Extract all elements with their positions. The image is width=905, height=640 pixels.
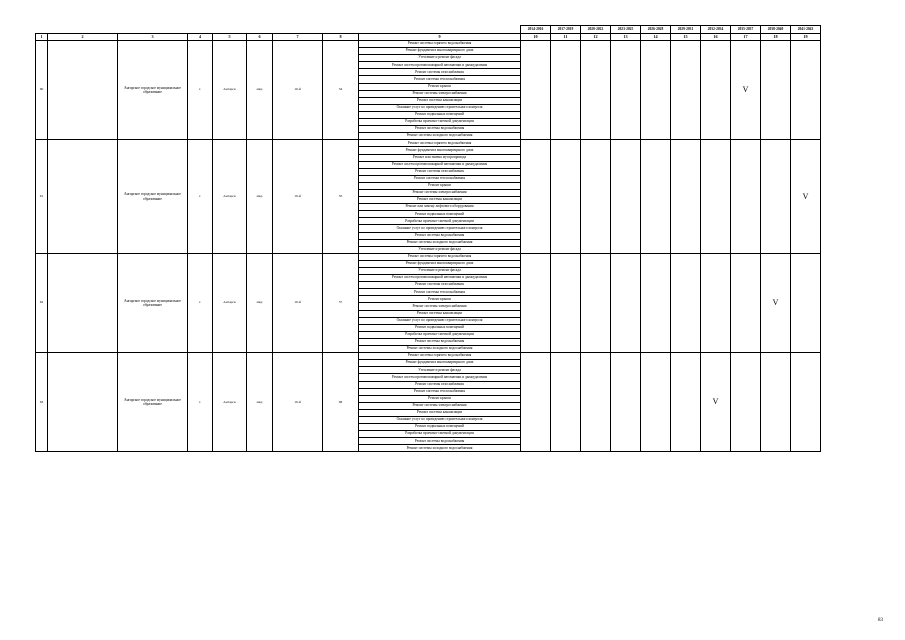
work-type: Ремонт системы горячего водоснабжения (359, 140, 521, 147)
work-type: Ремонт системы электроснабжения (359, 189, 521, 196)
work-type: Оказание услуг по проведению строительного контроля (359, 104, 521, 111)
work-type: Ремонт системы водоснабжения (359, 338, 521, 345)
period-header: 2020-2022 (581, 26, 611, 34)
period-cell (611, 353, 641, 452)
work-type: Ремонт подвальных помещений (359, 211, 521, 218)
column-number: 7 (273, 34, 323, 41)
period-header: 2023-2025 (611, 26, 641, 34)
work-type: Разработка проектно-сметной документации (359, 431, 521, 438)
work-type: Ремонт или замену лифтового оборудования (359, 204, 521, 211)
city: Ангарск (213, 41, 247, 140)
column-number: 4 (188, 34, 213, 41)
work-type: Оказание услуг по проведению строительного контроля (359, 225, 521, 232)
period-cell (731, 140, 761, 254)
street-type: мкр (247, 41, 273, 140)
work-type: Ремонт систем противопожарной автоматики и дымоудаления (359, 62, 521, 69)
work-type: Ремонт системы газоснабжения (359, 381, 521, 388)
period-cell (521, 253, 551, 352)
column-number: 12 (581, 34, 611, 41)
work-type: Ремонт систем противопожарной автоматики и дымоудаления (359, 275, 521, 282)
period-cell (521, 353, 551, 452)
period-cell (611, 253, 641, 352)
period-cell (791, 353, 821, 452)
street-type: мкр (247, 353, 273, 452)
work-type: Ремонт крыши (359, 296, 521, 303)
column-number: 2 (48, 34, 118, 41)
blank-cell (48, 253, 118, 352)
period-cell (701, 140, 731, 254)
period-cell (521, 41, 551, 140)
district: 10-й (273, 41, 323, 140)
period-cell (701, 41, 731, 140)
row-number: 62 (36, 253, 48, 352)
work-type: Ремонт фундамента многоквартирного дома (359, 147, 521, 154)
period-header: 2038-2040 (761, 26, 791, 34)
settlement-type: г. (188, 253, 213, 352)
row-number: 63 (36, 353, 48, 452)
work-type: Ремонт системы канализации (359, 310, 521, 317)
work-type: Ремонт системы горячего водоснабжения (359, 353, 521, 360)
work-type: Разработка проектно-сметной документации (359, 331, 521, 338)
period-cell (731, 253, 761, 352)
column-number: 8 (323, 34, 359, 41)
period-cell (551, 253, 581, 352)
period-cell (761, 140, 791, 254)
work-type: Ремонт систем противопожарной автоматики и дымоудаления (359, 374, 521, 381)
work-type: Утепление и ремонт фасада (359, 268, 521, 275)
column-number: 1 (36, 34, 48, 41)
work-type: Ремонт подвальных помещений (359, 111, 521, 118)
settlement-type: г. (188, 140, 213, 254)
column-number: 9 (359, 34, 521, 41)
period-cell (671, 140, 701, 254)
period-cell (641, 353, 671, 452)
municipality: Ангарское городское муниципальное образование (118, 253, 188, 352)
period-cell (581, 353, 611, 452)
work-type: Ремонт крыши (359, 83, 521, 90)
period-cell (611, 41, 641, 140)
house-number: 98 (323, 353, 359, 452)
district: 10-й (273, 353, 323, 452)
house-number: 34 (323, 41, 359, 140)
work-type: Ремонт крыши (359, 395, 521, 402)
work-type: Утепление и ремонт фасада (359, 367, 521, 374)
period-header: 2014-2016 (521, 26, 551, 34)
work-type: Утепление и ремонт фасада (359, 246, 521, 253)
work-type: Ремонт системы водоснабжения (359, 126, 521, 133)
table-row (36, 253, 821, 260)
work-type: Ремонт или замена мусоропровода (359, 154, 521, 161)
period-header: 2029-2031 (671, 26, 701, 34)
period-header-row (36, 26, 821, 34)
period-cell (581, 41, 611, 140)
period-mark: V (701, 353, 731, 452)
settlement-type: г. (188, 353, 213, 452)
column-number: 14 (641, 34, 671, 41)
period-header: 2017-2019 (551, 26, 581, 34)
period-header: 2026-2028 (641, 26, 671, 34)
district: 10-й (273, 140, 323, 254)
period-cell (611, 140, 641, 254)
period-cell (761, 353, 791, 452)
column-number: 19 (791, 34, 821, 41)
municipality: Ангарское городское муниципальное образование (118, 41, 188, 140)
period-cell (641, 41, 671, 140)
period-cell (641, 140, 671, 254)
period-cell (731, 353, 761, 452)
period-mark: V (761, 253, 791, 352)
work-type: Ремонт системы теплоснабжения (359, 76, 521, 83)
work-type: Оказание услуг по проведению строительного контроля (359, 416, 521, 423)
period-mark: V (731, 41, 761, 140)
period-cell (551, 140, 581, 254)
municipality: Ангарское городское муниципальное образование (118, 353, 188, 452)
municipality: Ангарское городское муниципальное образование (118, 140, 188, 254)
column-number: 16 (701, 34, 731, 41)
header-blank (36, 26, 521, 34)
house-number: 37 (323, 253, 359, 352)
work-type: Ремонт системы теплоснабжения (359, 289, 521, 296)
work-type: Ремонт системы газоснабжения (359, 69, 521, 76)
column-number: 13 (611, 34, 641, 41)
work-type: Ремонт системы холодного водоснабжения (359, 133, 521, 140)
column-number: 15 (671, 34, 701, 41)
period-cell (671, 253, 701, 352)
city: Ангарск (213, 253, 247, 352)
work-type: Ремонт системы горячего водоснабжения (359, 253, 521, 260)
capital-repair-table (35, 25, 821, 452)
table-row (36, 41, 821, 48)
period-cell (551, 41, 581, 140)
period-cell (791, 253, 821, 352)
period-cell (671, 353, 701, 452)
column-number: 6 (247, 34, 273, 41)
work-type: Ремонт фундамента многоквартирного дома (359, 360, 521, 367)
work-type: Разработка проектно-сметной документации (359, 218, 521, 225)
work-type: Ремонт системы канализации (359, 97, 521, 104)
work-type: Ремонт системы холодного водоснабжения (359, 346, 521, 353)
blank-cell (48, 353, 118, 452)
period-cell (761, 41, 791, 140)
period-cell (791, 41, 821, 140)
work-type: Оказание услуг по проведению строительного контроля (359, 317, 521, 324)
period-cell (581, 253, 611, 352)
period-mark: V (791, 140, 821, 254)
work-type: Ремонт фундамента многоквартирного дома (359, 260, 521, 267)
column-number: 3 (118, 34, 188, 41)
work-type: Утепление и ремонт фасада (359, 55, 521, 62)
city: Ангарск (213, 140, 247, 254)
work-type: Разработка проектно-сметной документации (359, 119, 521, 126)
work-type: Ремонт системы холодного водоснабжения (359, 239, 521, 246)
work-type: Ремонт систем противопожарной автоматики и дымоудаления (359, 161, 521, 168)
period-cell (581, 140, 611, 254)
column-number-row (36, 34, 821, 41)
settlement-type: г. (188, 41, 213, 140)
column-number: 17 (731, 34, 761, 41)
period-cell (641, 253, 671, 352)
street-type: мкр (247, 140, 273, 254)
street-type: мкр (247, 253, 273, 352)
period-cell (521, 140, 551, 254)
period-header: 2032-2034 (701, 26, 731, 34)
period-cell (551, 353, 581, 452)
work-type: Ремонт системы теплоснабжения (359, 175, 521, 182)
work-type: Ремонт системы горячего водоснабжения (359, 41, 521, 48)
row-number: 61 (36, 140, 48, 254)
city: Ангарск (213, 353, 247, 452)
work-type: Ремонт системы водоснабжения (359, 232, 521, 239)
work-type: Ремонт системы водоснабжения (359, 438, 521, 445)
work-type: Ремонт фундамента многоквартирного дома (359, 48, 521, 55)
row-number: 60 (36, 41, 48, 140)
work-type: Ремонт системы электроснабжения (359, 303, 521, 310)
work-type: Ремонт системы электроснабжения (359, 402, 521, 409)
house-number: 35 (323, 140, 359, 254)
blank-cell (48, 140, 118, 254)
period-header: 2035-2037 (731, 26, 761, 34)
work-type: Ремонт системы канализации (359, 197, 521, 204)
period-cell (701, 253, 731, 352)
column-number: 10 (521, 34, 551, 41)
work-type: Ремонт системы газоснабжения (359, 282, 521, 289)
table-row (36, 353, 821, 360)
table-row (36, 140, 821, 147)
blank-cell (48, 41, 118, 140)
page-number: 83 (878, 618, 883, 623)
period-cell (671, 41, 701, 140)
period-header: 2041-2043 (791, 26, 821, 34)
column-number: 11 (551, 34, 581, 41)
work-type: Ремонт подвальных помещений (359, 324, 521, 331)
district: 10-й (273, 253, 323, 352)
column-number: 5 (213, 34, 247, 41)
work-type: Ремонт системы электроснабжения (359, 90, 521, 97)
column-number: 18 (761, 34, 791, 41)
work-type: Ремонт системы теплоснабжения (359, 388, 521, 395)
work-type: Ремонт системы холодного водоснабжения (359, 445, 521, 452)
work-type: Ремонт системы газоснабжения (359, 168, 521, 175)
work-type: Ремонт системы канализации (359, 409, 521, 416)
work-type: Ремонт крыши (359, 182, 521, 189)
work-type: Ремонт подвальных помещений (359, 424, 521, 431)
